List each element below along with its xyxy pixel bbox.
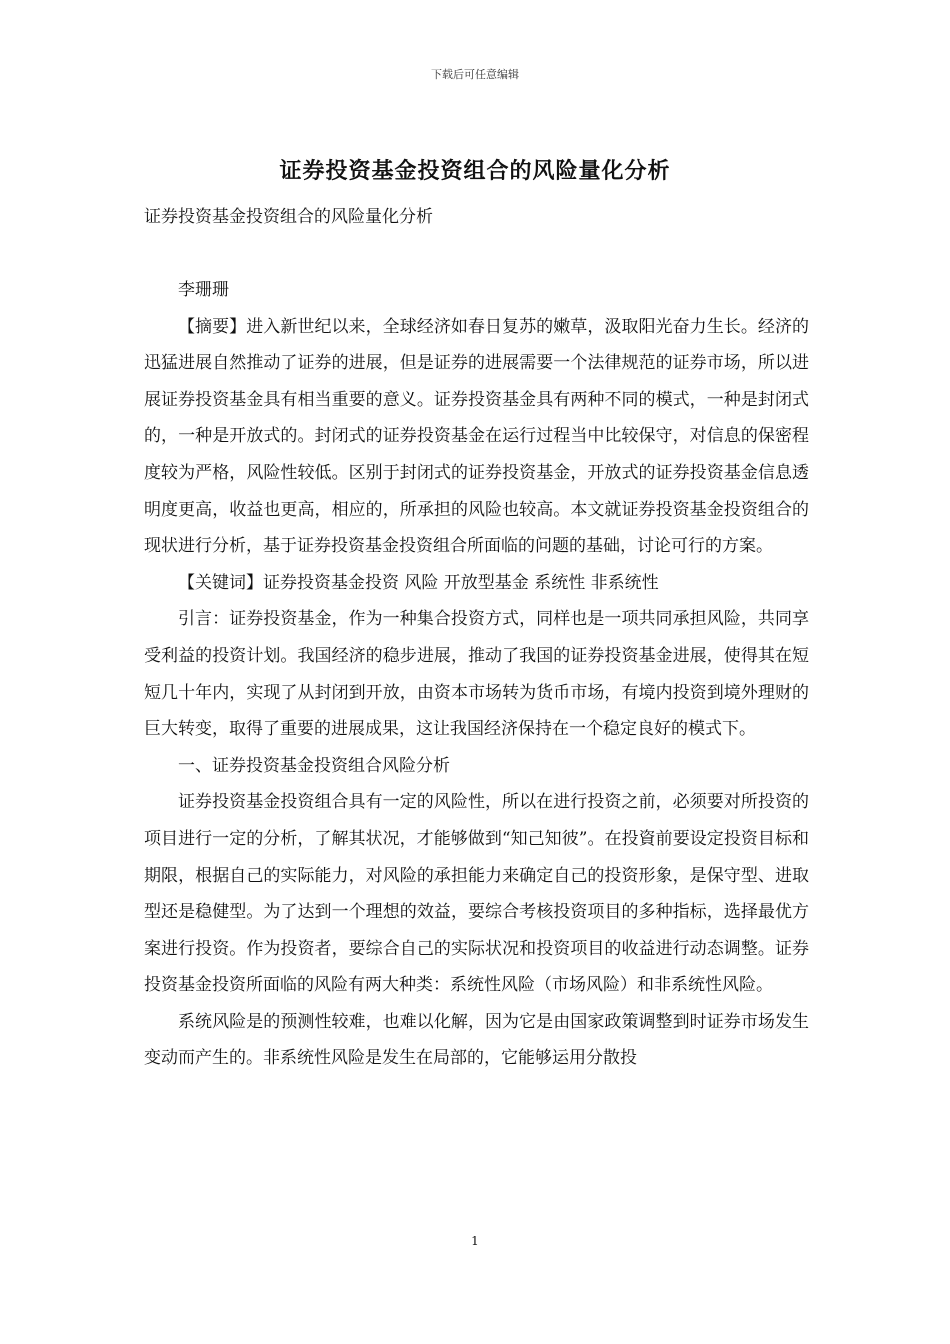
document-subtitle: 证券投资基金投资组合的风险量化分析 xyxy=(144,207,433,227)
introduction-paragraph: 引言：证券投资基金，作为一种集合投资方式，同样也是一项共同承担风险，共同享受利益的投资计划。我国经济的稳步进展，推动了我国的证券投资基金进展，使得其在短短几十年内，实现了从封闭到开放，由资本市场转为货币市场，有境内投资到境外理财的巨大转变，取得了重要的进展成果，这让我国经济保持在一个稳定良好的模式下。 xyxy=(144,609,809,740)
page-number: 1 xyxy=(471,1234,479,1248)
body-paragraph: 证券投资基金投资组合具有一定的风险性，所以在进行投资之前，必须要对所投资的项目进行一定的分析，了解其状况，才能够做到“知己知彼”。在投資前要设定投资目标和期限，根据自己的实际能力，对风险的承担能力来确定自己的投资形象，是保守型、进取型还是稳健型。为了达到一个理想的效益，要综合考核投资项目的多种指标，选择最优方案进行投资。作为投资者，要综合自己的实际状况和投资项目的收益进行动态调整。证券投资基金投资所面临的风险有两大种类：系统性风险（市场风险）和非系统性风险。 xyxy=(144,792,809,996)
document-body xyxy=(144,272,809,1077)
section-heading: 一、证券投资基金投资组合风险分析 xyxy=(178,755,450,776)
author-line: 李珊珊 xyxy=(178,280,229,300)
keywords-paragraph: 【关键词】证券投资基金投资 风险 开放型基金 系统性 非系统性 xyxy=(178,572,659,593)
document-title: 证券投资基金投资组合的风险量化分析 xyxy=(279,158,671,184)
abstract-paragraph: 【摘要】进入新世纪以来，全球经济如春日复苏的嫩草，汲取阳光奋力生长。经济的迅猛进展自然推动了证券的进展，但是证券的进展需要一个法律规范的证券市场，所以进展证券投资基金具有相当重要的意义。证券投资基金具有两种不同的模式，一种是封闭式的，一种是开放式的。封闭式的证券投资基金在运行过程当中比较保守，对信息的保密程度较为严格，风险性较低。区别于封闭式的证券投资基金，开放式的证券投资基金信息透明度更高，收益也更高，相应的，所承担的风险也较高。本文就证券投资基金投资组合的现状进行分析，基于证券投资基金投资组合所面临的问题的基础，讨论可行的方案。 xyxy=(144,316,809,557)
body-paragraph: 系统风险是的预测性较难，也难以化解，因为它是由国家政策调整到时证券市场发生变动而产生的。非系统性风险是发生在局部的，它能够运用分散投 xyxy=(144,1011,809,1069)
header-note: 下载后可任意编辑 xyxy=(431,68,519,81)
